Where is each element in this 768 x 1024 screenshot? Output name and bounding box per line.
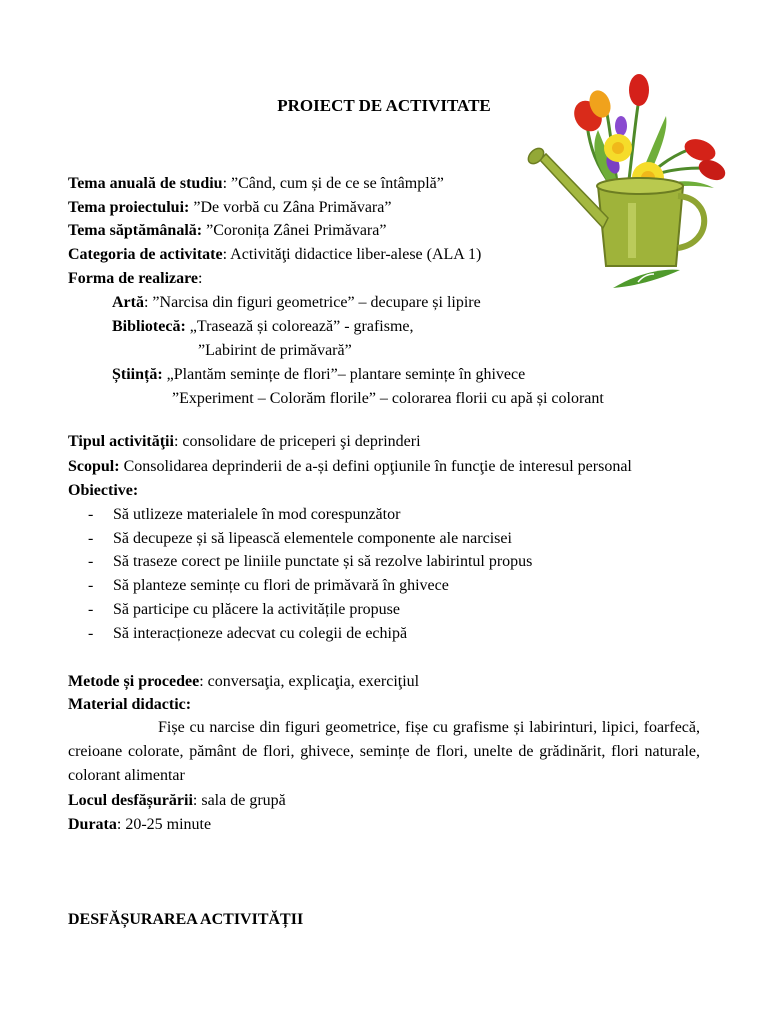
material-label: Material didactic: <box>68 696 192 713</box>
tema-anuala-sep: : <box>222 175 232 192</box>
categoria-line <box>68 245 481 265</box>
list-item <box>88 505 400 525</box>
biblioteca-label: Bibliotecă: <box>112 318 186 335</box>
watering-can-with-flowers-icon <box>518 68 733 296</box>
objective-text: Să participe cu plăcere la activitățile propuse <box>113 601 400 618</box>
tipul-line <box>68 432 421 452</box>
document-title: PROIECT DE ACTIVITATE <box>277 96 491 115</box>
categoria-label: Categoria de activitate <box>68 246 223 263</box>
material-paragraph: Fișe cu narcise din figuri geometrice, fișe cu grafisme și labirinturi, lipici, foarfecă, creioane colorate, pământ de flori, ghivece, semințe de flori, unelte de grădinărit, flori naturale, colorant alimentar <box>68 719 700 784</box>
objective-text: Să interacționeze adecvat cu colegii de echipă <box>113 625 408 642</box>
categoria-value: : Activităţi didactice liber-alese (ALA 1) <box>222 246 482 263</box>
tema-proiect-value: ”De vorbă cu Zâna Primăvara” <box>189 199 392 216</box>
tipul-value: : consolidare de priceperi şi deprinderi <box>173 433 421 450</box>
tema-anuala-value: ”Când, cum și de ce se întâmplă” <box>231 175 444 192</box>
list-item <box>88 624 407 644</box>
locul-line <box>68 791 286 811</box>
tema-saptamanala-line <box>68 221 386 241</box>
arta-line <box>112 293 481 313</box>
biblioteca-line <box>112 317 414 337</box>
obiective-label: Obiective: <box>68 482 139 499</box>
metode-line <box>68 672 419 692</box>
scopul-line <box>68 457 632 477</box>
locul-label: Locul desfășurării <box>68 792 193 809</box>
stiinta-line-2: ”Experiment – Colorăm florile” – colorarea florii cu apă și colorant <box>172 390 604 407</box>
durata-line <box>68 815 211 835</box>
tema-anuala-line <box>68 174 444 194</box>
metode-label: Metode și procedee <box>68 673 200 690</box>
list-item <box>88 600 400 620</box>
objective-text: Să traseze corect pe liniile punctate și să rezolve labirintul propus <box>113 553 533 570</box>
locul-value: : sala de grupă <box>192 792 286 809</box>
forma-label: Forma de realizare <box>68 270 199 287</box>
list-item <box>88 552 532 572</box>
stiinta-label: Știință: <box>112 366 163 383</box>
stiinta-value: „Plantăm semințe de flori”– plantare semințe în ghivece <box>162 366 526 383</box>
bullet-dash: - <box>88 577 94 594</box>
list-item <box>88 576 449 596</box>
tema-saptamanala-label: Tema săptămânală: <box>68 222 203 239</box>
tema-anuala-label: Tema anuală de studiu <box>68 175 223 192</box>
biblioteca-value: „Trasează și colorează” - grafisme, <box>185 318 414 335</box>
objective-text: Să utlizeze materialele în mod corespunzător <box>113 506 401 523</box>
bullet-dash: - <box>88 553 94 570</box>
scopul-value: Consolidarea deprinderii de a-și defini opţiunile în funcţie de interesul personal <box>119 458 632 475</box>
stiinta-line <box>112 365 525 385</box>
metode-value: : conversaţia, explicaţia, exerciţiul <box>199 673 420 690</box>
arta-value: : ”Narcisa din figuri geometrice” – decupare și lipire <box>143 294 481 311</box>
bullet-dash: - <box>88 530 94 547</box>
tema-proiect-line <box>68 198 391 218</box>
durata-label: Durata <box>68 816 117 833</box>
forma-line <box>68 269 202 289</box>
tema-proiect-label: Tema proiectului: <box>68 199 190 216</box>
obiective-heading <box>68 481 138 501</box>
bullet-dash: - <box>88 625 94 642</box>
scopul-label: Scopul: <box>68 458 120 475</box>
biblioteca-line-2: ”Labirint de primăvară” <box>198 342 352 359</box>
bullet-dash: - <box>88 506 94 523</box>
forma-value: : <box>198 270 203 287</box>
material-heading <box>68 695 191 715</box>
durata-value: : 20-25 minute <box>116 816 212 833</box>
tipul-label: Tipul activităţii <box>68 433 174 450</box>
desfasurarea-heading: DESFĂȘURAREA ACTIVITĂȚII <box>68 911 304 928</box>
tema-saptamanala-value: ”Coronița Zânei Primăvara” <box>202 222 387 239</box>
objective-text: Să planteze semințe cu flori de primăvară în ghivece <box>113 577 449 594</box>
list-item <box>88 529 512 549</box>
bullet-dash: - <box>88 601 94 618</box>
arta-label: Artă <box>112 294 144 311</box>
objective-text: Să decupeze și să lipească elementele componente ale narcisei <box>113 530 512 547</box>
